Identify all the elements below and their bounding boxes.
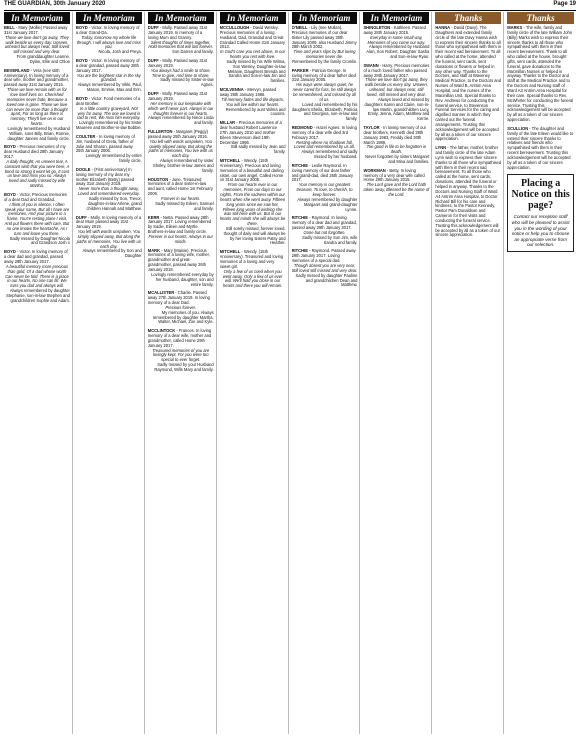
notice-surname: RITCHIE [291,215,308,221]
notice-surname: DOOLE [75,166,91,172]
notice-verse: You always had a smile to share, Time to give, And time to share. [150,67,211,78]
notice-surname: REDMOND [291,125,313,131]
notice-text: - Molly. Passed away 31st January 2019. [147,58,208,68]
page-header [4,1,576,11]
notice-entry [507,26,574,123]
notice-entry [220,159,286,246]
notice-text: - Molly. Passed away 31st January 2019. [147,91,208,101]
notice-signature: Sadly missed by Daughter Nicola and Grandson Josh x [9,235,70,246]
notice-surname: MCCLINTOCK [147,328,176,334]
notice-signature: Always remembered by daughter Stephanie, son-in-law Stephen and grandchildren Sophie and Adam. [6,288,70,303]
notice-verse: Too good in life to be forgotten in death. [366,144,427,155]
notice-surname: DUFF [147,58,159,64]
notice-surname: MCALLISTER [147,290,175,296]
notice-surname: MARK [147,247,161,253]
notice-column [148,12,217,734]
notice-entry [292,26,358,65]
notice-verse: You left with words unspoken, You quietly slipped away, But along the paths of memories, You live with us each day. [148,138,213,159]
notice-verse: Till memory fades and life departs, You will live within our hearts. [221,96,284,107]
notice-text: - David (Davy). The Daughters and extended family circle of the late Davy Hanna wish to express their sincere thanks to all those who sympathised with them in their recent sad bereavement. To all who called at the home, attended the funeral, sent cards, sent donations or flowers or helped in any other way. Thanks to the Doctors, and staff at Waveney Medical Practice, to the Doctors and Nurses of Ward B, Antrim Area Hospital, and the nurses of the Macmillan Unit. Special thanks to Rev. Andrews for conducting the funeral service, to Stevenson Funeral Services for the caring and dignified manner in which they carried out the funeral arrangements. Trusting this acknowledgement will be accepted by all as a token of our sincere appreciation. [435,25,502,142]
notice-signature: From granddaughter Leanne, Dylan, Ellie and Chloe [16,54,70,64]
notice-text: - Patricia George. In loving memory of a dear father died 31st January 2005. [291,67,356,83]
notice-verse: You left with words unspoken, You simply slipped away, But along the paths of memories, You live with us each day. [76,229,141,249]
notice-text: - Netta. Passed away 28th January 2017. Loving remembered by Sadie, Eileen and Myrtle. Brothers-in-law and family circle. [147,214,212,235]
notice-verse: Never more than a thought away, Loved and remembered everyday. [77,186,140,197]
notice-surname: BOYD [4,192,16,197]
notice-signature: Always remembered by Son and Daughter [82,248,142,259]
notice-text: - Vera (nee stith Anniversary). In loving memory of a dear wife, mother and grandmother, passed away 31st January 2016. [4,67,69,88]
notice-entry [363,126,429,165]
notice-surname: HANNA [435,25,451,30]
notice-entry [148,130,214,174]
notice-entry [435,146,501,238]
notice-verse: Her memory is our keepsake with which we'll never part. Always in our thoughts forever in our hearts. [147,100,214,116]
notice-entry [220,250,286,289]
section-heading: Thanks [435,12,501,24]
notice-entry [148,249,214,288]
placing-notice-body: Contact our reception staff who will be pleased to assist you in the wording of your notice or help you to choose an appropriate verse from our selection. [511,214,570,248]
notice-surname: DUFF [147,25,159,30]
notice-surname: BEVERLAND [4,67,30,73]
placing-notice-box [507,174,574,252]
notice-verse: I think of you in silence, I often speak your name, But all I have are memories, And your picture in a frame. You're resting place I visit, And put flowers there with care, But no one knows the heartache, As I turn and leave you there. [4,201,70,236]
notice-surname: O'NEILL [291,25,308,30]
notice-text: - In loving memory of Jim, husband of Greta, father of Julie and Sharon, passed away 25th January 2006. [75,133,135,154]
notice-entry [292,216,358,245]
notice-text: - Raymond. In loving memory of a dear dad and grandad, passed away 29th January 2017. [291,215,357,231]
notice-entry [363,169,429,198]
notice-text: - Hazel Agnes. In loving memory of a dear wife died 3rd February 2017. [291,125,357,140]
notice-signature: Always remembered by Husband Alan, Son Robert, Daughter Sasha and Son-in-law Ryan. [366,44,430,60]
notice-text: - Molly. In loving memory of a dear Mum passed away 31st January 2019. [75,214,142,230]
notice-surname: DUFF [75,214,87,220]
notice-signature: Sadly missed by your Husband Raymond, Wills Mary and family. [154,362,214,372]
notice-surname: RITCHIE [291,162,308,168]
notice-text: - Leslie Raymond. In loving memory of our dear father and grand-dad, died 26th January 2017. [291,162,354,183]
notice-text: - Lily (nee Mullan). Precious memories of our dear Sister Lily passed away 30th January 2009, also Husband Jimmy 28th March 2002. [291,25,357,50]
notice-text: - Harry. Precious memories of a much loved father who passed away 28th January 2017. [363,62,430,78]
notice-surname: MILLAR [219,120,236,126]
notice-entry [363,64,429,122]
notice-surname: BELL [4,25,15,30]
placing-notice-title: Placing a Notice on this page? [511,178,570,212]
notice-entry [220,121,286,155]
section-heading: Thanks [507,12,574,24]
notice-text: - Victor. In loving memory of a dear Grand-Da. [75,25,140,35]
notice-signature: Always remembered and sadly missed by her husband. [301,149,358,160]
notice-text: - Victor. In loving memory of a dear grandad, passed away 28th January 2017. [75,58,140,73]
notice-surname: SWANN [363,62,379,68]
notice-surname: PARKER [291,67,309,73]
notice-entry [76,135,142,164]
notice-signature: Always remembered by Niece Linda and family. [148,115,214,126]
notice-entry [76,26,142,55]
notice-signature: Always remembered by sister Shirley, brother-in-law James and family. [152,158,214,173]
section-heading: In Memoriam [76,12,142,24]
notice-surname: KERR [147,214,160,220]
notice-entry [363,26,429,60]
notice-signature: Sadly missed by Eileen, Samuel and family. [155,200,214,211]
notice-text: - The daughter and family of the late Eileen would like to extend their sincere thanks to relatives and friends who sympathised with them in their recent bereavement. Trusting this acknowledgement will be accepted by all as a token of our sincere appreciation. [507,125,574,170]
notice-entry [76,59,142,93]
notice-entry [148,178,214,212]
notice-signature: Sadly missed by Son Jim, wife Sandra and family. [302,234,358,245]
notice-surname: HOUSTON [147,176,169,182]
notice-signature: Always loved and missed by daughters Karen and Claire, son-in-law Martin, grandchildren Lucy, Emily, Jenna, Adam, Matthew and Kerrie. [364,96,430,122]
notice-signature: Remembered by aunt Wilma and cousins. [225,106,286,117]
notice-column [4,12,73,734]
notice-verse: Though absent you are very near, Still loved still missed and very dear. [291,262,358,273]
notice-verse: From our hearts ever in our memories, From our days to our nights, From the sadness within our hearts when she went away. Fifteen long years since we saw her, Fifteen long years of wishing she was still here with us. But in our hearts and minds she will always be there. [219,182,286,227]
notice-entry [4,69,70,142]
notice-verse: A daily thought, An unseen tear, A constant wish that you were here, A bond so strong it wont let go, It cost us love and miss you so. Always loved and sadly missed by wife Martha. [4,158,70,189]
notice-verse: Those we love don't go away, they walk beside us every day. Unseen, unheard, but always near, still loved, still missed and very dear. [364,77,428,97]
notice-verse: Today, tomorrow my whole life through, I will always love and miss you. [76,34,141,50]
notice-entry [76,97,142,131]
notice-text: - Betty. In loving memory of a very dear wife called Home 28th January 2015. [363,167,425,183]
notice-surname: TAYLOR [363,125,380,131]
notice-verse: You are the brightest star in the sky grandad. [76,72,141,83]
notice-verse: The Lord gave and the Lord hath taken away, Blessed be the name of the Lord. [363,182,430,197]
notice-signature: Son Darren and family. [172,49,214,55]
notice-verse: Those we love don't go away, They walk beside us every day. Unseen, unheard but always near, Still loved still missed and very dear. [4,34,70,55]
notice-entry [220,88,286,117]
notice-verse: In God's care you rest above, In our hearts you rest with love. [220,49,286,60]
notice-column [76,12,145,734]
notice-surname: MCCULLOUGH [219,25,250,30]
notice-entry [292,249,358,288]
notice-entry [148,291,214,325]
newspaper-date: THE GUARDIAN, 30th January 2020 [4,1,106,7]
notice-signature: Lovingly remembered everyday by her husband, daughter, son and entire family. [151,271,214,287]
notice-signature: Nicola, Josh and Preya. [98,49,142,55]
notice-signature: Always remembered by Vikki, Paul, Mason, Emmie, Max and Erin. [77,82,142,93]
notice-surname: COULTER [75,133,96,139]
section-heading: In Memoriam [148,12,214,24]
notice-verse: Precious forever. [165,304,197,310]
notice-text: - Molly. Passed away 31st January 2019. In memory of a loving Mum and Granny. [147,25,208,40]
section-heading: In Memoriam [363,12,429,24]
notice-surname: WORKMAN [363,167,386,173]
notice-column [220,12,289,734]
notice-text: - Mary (Maisie). Precious memories of a loving wife, mother, grandmother and great-grandmother, passed away 26th January 2018. [147,247,210,272]
notices-page [4,12,576,734]
notice-text: - David Wesley. Precious memories of a loving Husband, Dad, Grandad and Great Grandad Called Home 31st January 2013. [219,25,285,50]
notice-surname: BOYD [4,249,16,255]
notice-surname: RITCHIE [291,248,308,254]
notice-verse: Silent thoughts of times together, Hold memories that will last forever. [148,39,214,50]
notice-verse: Treasured memories of you are lovingly kept, For you were too special to ever forget. [152,347,210,363]
notice-text: - In loving memory of our dear brothers, Kenneth died 28th January 1983, Freddy died 30th March 1989. [363,125,427,145]
notice-signature: Still sorely missed, forever loved, thought of daily and will always be by her loving sisters Patsy and Heather. [223,225,286,246]
notice-surname: BOYD [75,58,88,64]
notice-entry [4,26,70,65]
notice-text: - Precious memories of a dear husband Robert Lawrence 27th January 2010 and mother Eileen Stevenson died 19th December 1996. [219,120,282,145]
notice-verse: Those we love remain with us for love itself lives on. Cherished memories never fade, Because a loved one is gone. Those we love can never be more than a thought apart, For as long as there is memory, They'll live on in our hearts. [6,87,68,127]
notice-entry [220,26,286,84]
notice-signature: Never forgotten by sisters Margaret and Mina and families. [365,154,430,164]
notice-surname: MCILVENNA [219,87,244,93]
notice-entry [4,250,70,303]
notice-entry [435,26,501,142]
notice-surname: SHINGLETON [363,25,391,30]
notice-signature: Lovingly remembered by his Sister Maureen and Brother-in-law Bobbie. [76,120,142,131]
notice-entry [292,164,358,212]
notice-verse: Time and years slips by But loving memories never die. [293,49,356,60]
notice-surname: BOYD [75,25,88,30]
notice-surname: LYNN [435,145,447,151]
notice-text: - (First anniversary) In loving memory of my dear my mother Elizabeth (Betty) passed away 31st January 2019. [75,166,135,187]
notice-text: - June. Treasured memories of a dear sister-in-law and aunt, called Home 1st February 2006. [147,176,213,197]
notice-text: - Raymond. Passed away 29th January 2017. Loving memories of a special dad. [291,248,356,264]
notice-verse: Resting where no shadows fall. Loved and remembered by us all. [294,139,355,150]
notice-text: - Victor. Fond memories of a dear Brother. [75,95,141,106]
notice-entry [148,216,214,245]
notice-text: - The wife, family and family circle of the late William John (Billy) Marks wish to express their sincere thanks to all those who sympathised with them in their recent bereavement. Thank to all who called at the house, brought gifts, sent cards, attended the funeral, gave donations to the Macmillan Nurses or helped in anyway. Thanks to the Doctor and staff at the Medical Practice and to the Doctors and Nursing staff of Ward A3 Antrim Area Hospital for their care. Special thanks to Rev. McWhirter for conducting the funeral service. Trusting this acknowledgement will be accepted by all as a token of our sincere appreciation. [507,25,574,123]
notice-column [292,12,361,734]
notice-entry [76,168,142,212]
notice-signature: Always remembered by daughter Margaret and grand-daughter Lynne. [297,196,358,212]
notice-verse: Only a few of us cried when you went away. Only a few of us ever will. We'll hold you close in our hearts and there you will remain. [222,268,283,289]
notice-text: - Mary (Mollie) Passed away 31st January 2017. [4,25,68,35]
notice-verse: Gone but not forgotten. [303,229,346,235]
notice-entry [148,26,214,55]
notice-signature: Lovingly remembered by Husband William, sons Billy, Brian, Ronnie, daughter Janeen and family circle. [7,125,70,141]
notice-text: - Margaret (Peggy) passed away 25th January 2016. [147,129,208,139]
notice-entry [507,127,574,171]
notice-verse: Forever in our hearts. [161,196,201,201]
notice-entry [292,69,358,122]
notice-entry [4,145,70,189]
notice-surname: BOYD [4,144,16,150]
notice-entry [76,216,142,260]
section-heading: In Memoriam [220,12,286,24]
notice-surname: MITCHELL [219,249,241,255]
notice-text: - Precious memories of my dear Husband died 28th January 2017. [4,144,66,160]
notice-text: - Victor, Precious memories of a dear Dad and Grandad. [4,192,67,202]
notice-signature: Lovingly remembered by entire family circle. [85,153,142,164]
notice-verse: Everyday in some small way, Memories of you come our way. [367,34,426,45]
section-heading: In Memoriam [4,12,70,24]
notice-signature: Loved and remembered by his daughters Sheila, Elizabeth, Patricia and Georgina, son-in-law and family. [291,101,358,122]
notice-surname: FULLERTON [147,129,173,135]
notice-signature: My memories of you. Always remembered by daughter Martha, Walter, Michael, Zoe and Kyle. [152,309,214,325]
notice-text: - Mervyn, passed away 28th January 1986. [219,87,277,97]
notice-signature: Sadly missed by Sister-in-law Agnes. [160,77,214,88]
notice-entry [148,92,214,126]
notice-column [363,12,432,734]
notice-text: - The father, mother, brother and family circle of the late Adam Lynn wish to express their sincere thanks to all those who sympathised with them in their recent sad bereavement. To all those who called at the home, sent cards, donations, attended the funeral or helped in anyway. Thanks to the Doctors and Nursing Staff of Ward A4 Antrim Area Hospital, to Doctor Richard Bill for his care and kindness, to the Pastor Kennedy, Pastor Pam Donaldson and Cameron for their visits and conducting the funeral service. Trusting this acknowledgement will be accepted by all as a token of our sincere appreciation. [435,145,502,238]
notice-signature: Sadly missed by his Wife Wilma, Son Wesley, Daughter-in-law Melanie, Daughters Brenda and Sandra and Son-in-law Jim and families. [226,58,286,84]
notice-surname: BOYD [75,95,88,101]
notice-text: - Wendy. (15th Anniversary). Precious and loving memories of a beautiful and darling sister, our own angel, Called Home on 31st January 2005. [219,158,284,183]
page-number: Page 19 [553,1,576,7]
notice-surname: SCULLION [507,125,529,131]
notice-verse: His ways were always quiet, he never cared for fuss, he still always be remembered, and missed by all of us. [292,82,357,102]
notice-text: - Wendy. (15th Anniversary). Treasured and loving memories of a loving and very sweet girl. [219,249,284,269]
notice-signature: Still sadly missed by Jean and family. [230,144,286,155]
notice-text: - Victor. In loving memory of a dear dad and grandad, passed away 28th January 2017. [4,249,68,264]
notice-verse: Forever in our hearts, Always in our minds. [148,233,213,244]
notice-column [507,12,576,734]
notice-column [435,12,504,734]
notice-text: - Frances. In loving memory of a dear wife, mother and grandmother, called Home 29th January 2017. [147,328,212,348]
notice-signature: Remembered by the family Cromlin. [292,58,358,64]
notice-text: - Kathleen. Passed away 28th January 2015. [363,25,426,35]
notice-surname: MITCHELL [219,158,241,164]
notice-entry [148,59,214,88]
notice-entry [4,193,70,246]
notice-surname: MARKS [507,25,523,30]
section-heading: In Memoriam [292,12,358,24]
notice-verse: In a little country graveyard, Not very far away, The one we loved is laid to rest, We miss him everyday. [77,105,141,121]
notice-verse: Your memory is our greatest treasure, To love, to cherish, to keep forever. [296,182,353,197]
notice-text: - Charlie. Passed away 27th January 2019. In loving memory of a dear Dad. [147,290,210,306]
notice-entry [148,329,214,373]
notice-verse: A beautiful memory more precious than gold, Of a dad whose worth Can never be told. There is a place in our hearts, No one can fill. We miss you dad and always will. [5,263,69,289]
notice-signature: Sadly missed by Son, Trevor, daughter-in-law Arlene, grand children Hannah and Matthew. [86,196,142,211]
notice-signature: Sadly missed by daughter Pauline and grandchildren Dean and Matthew. [295,272,358,288]
notice-entry [292,126,358,160]
notice-surname: DUFF [147,91,159,97]
